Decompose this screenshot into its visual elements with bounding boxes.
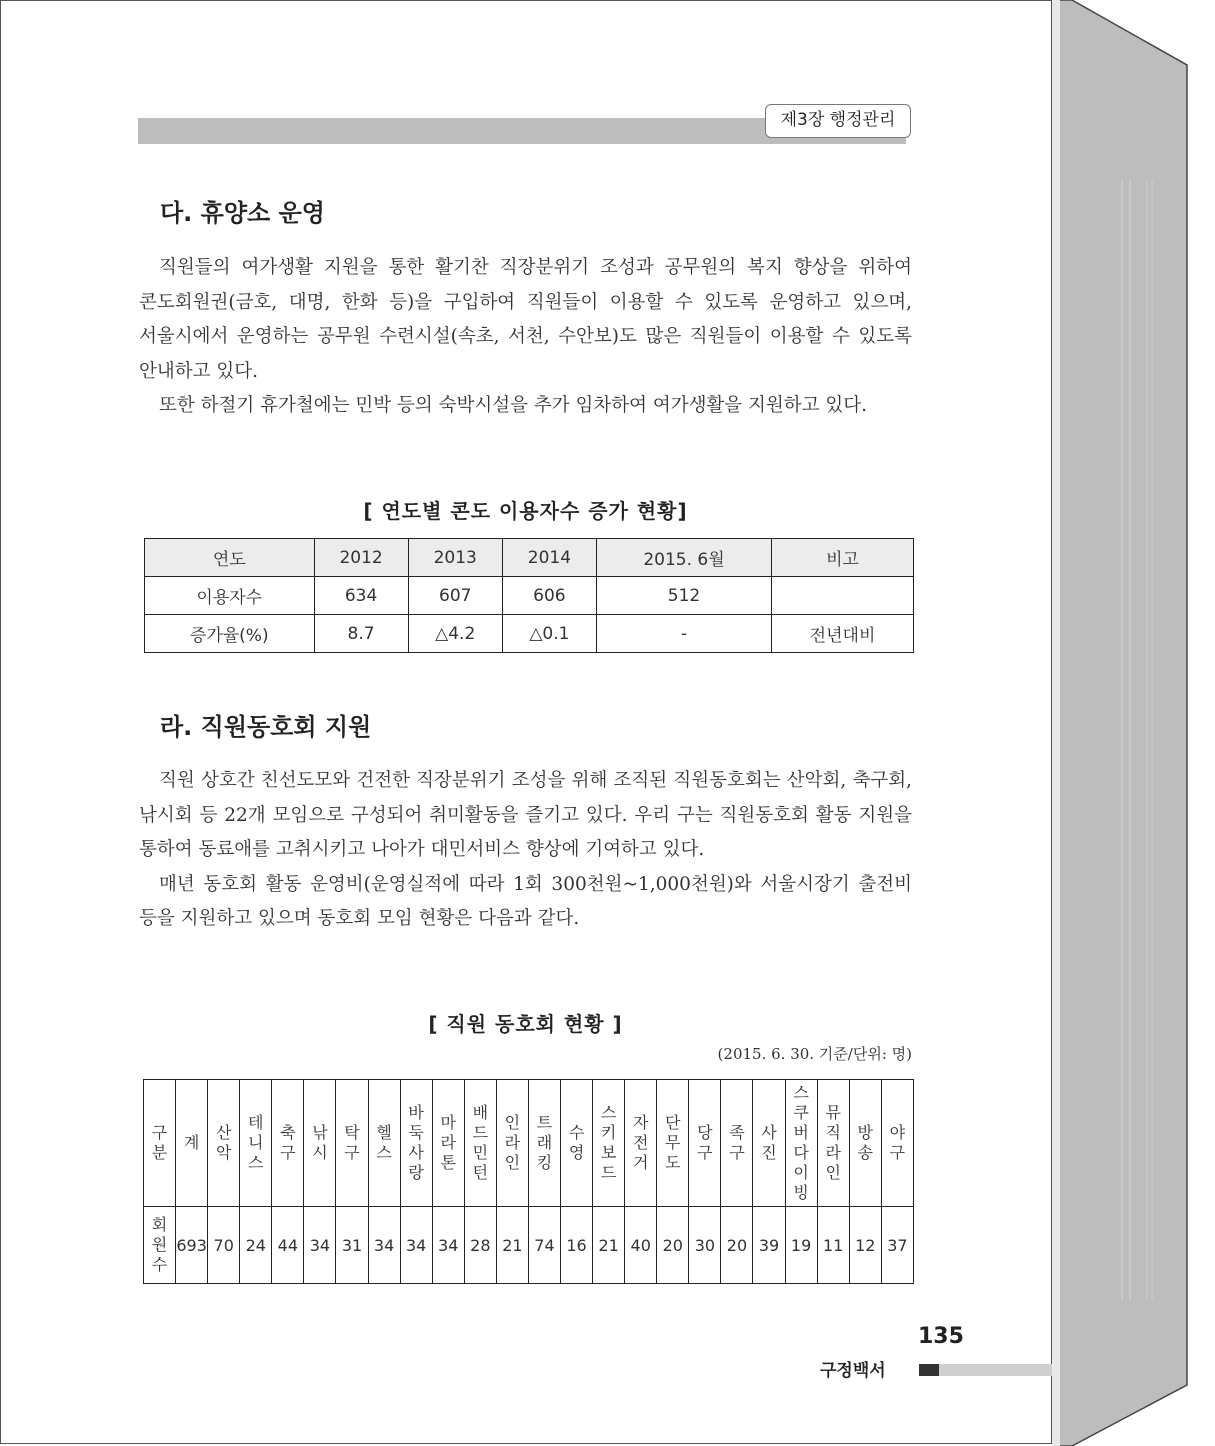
- table-cell: 40: [625, 1207, 657, 1284]
- club-header-cell: [400, 1080, 432, 1207]
- club-header-label: 산악: [215, 1123, 232, 1162]
- club-header-label: 스쿠버다이빙: [793, 1083, 809, 1202]
- table-cell: 21: [496, 1207, 528, 1284]
- club-header-label: 구분: [151, 1123, 168, 1162]
- club-header-cell: [625, 1080, 657, 1207]
- condo-table: [144, 538, 914, 653]
- club-header-cell: [240, 1080, 272, 1207]
- condo-header-cell: 연도: [145, 539, 315, 577]
- club-header-label: 계: [183, 1133, 200, 1152]
- club-header-label: 야구: [889, 1123, 906, 1162]
- table-cell: 11: [817, 1207, 849, 1284]
- row-label: 회원수: [151, 1215, 168, 1274]
- table-row: [145, 615, 914, 653]
- table-cell: 12: [849, 1207, 881, 1284]
- table-cell: 634: [314, 577, 408, 615]
- table-row: [144, 1207, 914, 1284]
- table-cell: 20: [721, 1207, 753, 1284]
- club-header-cell: [785, 1080, 817, 1207]
- table-cell: △0.1: [502, 615, 596, 653]
- club-header-cell: [432, 1080, 464, 1207]
- table-cell: 8.7: [314, 615, 408, 653]
- club-header-label: 배드민턴: [472, 1103, 489, 1182]
- club-header-label: 트래킹: [536, 1113, 553, 1172]
- club-header-cell: [144, 1080, 176, 1207]
- unit-note: (2015. 6. 30. 기준/단위: 명): [717, 1045, 912, 1063]
- footer-bar: [939, 1364, 1052, 1376]
- table-cell: 34: [432, 1207, 464, 1284]
- chapter-tag: 제3장 행정관리: [765, 104, 911, 138]
- table-cell: 512: [596, 577, 771, 615]
- club-header-label: 테니스: [248, 1113, 264, 1172]
- club-header-label: 방송: [857, 1123, 873, 1162]
- club-header-label: 축구: [280, 1123, 296, 1162]
- table-cell: 31: [336, 1207, 368, 1284]
- table-cell: 606: [502, 577, 596, 615]
- condo-header-cell: 2012: [314, 539, 408, 577]
- resort-body: [139, 251, 912, 424]
- clubs-body: [139, 764, 912, 937]
- table-cell: -: [596, 615, 771, 653]
- table-cell: 증가율(%): [145, 615, 315, 653]
- club-header-cell: [176, 1080, 208, 1207]
- table-cell: 34: [368, 1207, 400, 1284]
- table-cell: 20: [657, 1207, 689, 1284]
- club-header-label: 족구: [729, 1123, 745, 1162]
- club-header-cell: [689, 1080, 721, 1207]
- club-header-cell: [657, 1080, 689, 1207]
- club-header-label: 뮤직라인: [825, 1103, 841, 1182]
- table-cell: 이용자수: [145, 577, 315, 615]
- table-cell: 28: [464, 1207, 496, 1284]
- club-header-cell: [817, 1080, 849, 1207]
- table-cell: 607: [408, 577, 502, 615]
- table-cell: 70: [208, 1207, 240, 1284]
- club-header-cell: [464, 1080, 496, 1207]
- table-row: [145, 577, 914, 615]
- page-number: 135: [918, 1324, 964, 1349]
- table-cell: 16: [561, 1207, 593, 1284]
- table-cell: 30: [689, 1207, 721, 1284]
- club-header-label: 당구: [697, 1123, 713, 1162]
- section-title-clubs: 라. 직원동호회 지원: [160, 713, 372, 741]
- club-header-cell: [593, 1080, 625, 1207]
- club-header-label: 사진: [761, 1123, 777, 1162]
- club-header-cell: [721, 1080, 753, 1207]
- table-cell: △4.2: [408, 615, 502, 653]
- club-header-label: 인라인: [504, 1113, 521, 1172]
- table-cell: 44: [272, 1207, 304, 1284]
- table-cell: 34: [400, 1207, 432, 1284]
- table-cell: 39: [753, 1207, 785, 1284]
- condo-header-cell: 2013: [408, 539, 502, 577]
- club-header-row: [144, 1080, 914, 1207]
- condo-header-cell: 2015. 6월: [596, 539, 771, 577]
- club-header-cell: [272, 1080, 304, 1207]
- page-stack-edge: [1052, 0, 1192, 1446]
- club-header-cell: [528, 1080, 560, 1207]
- club-header-label: 탁구: [344, 1123, 360, 1162]
- condo-header-row: [145, 539, 914, 577]
- club-header-cell: [336, 1080, 368, 1207]
- clubs-paragraph-2: 매년 동호회 활동 운영비(운영실적에 따라 1회 300천원~1,000천원)와 서울시장기 출전비 등을 지원하고 있으며 동호회 모임 현황은 다음과 같다.: [139, 873, 912, 929]
- footer-block: [919, 1364, 939, 1376]
- club-header-cell: [496, 1080, 528, 1207]
- condo-header-cell: 2014: [502, 539, 596, 577]
- club-header-cell: [304, 1080, 336, 1207]
- row-label-cell: [144, 1207, 176, 1284]
- club-header-label: 바둑사랑: [408, 1103, 424, 1182]
- club-header-label: 수영: [568, 1123, 585, 1162]
- club-header-cell: [881, 1080, 913, 1207]
- resort-paragraph-2: 또한 하절기 휴가철에는 민박 등의 숙박시설을 추가 임차하여 여가생활을 지원하고 있다.: [159, 395, 868, 416]
- resort-paragraph-1: 직원들의 여가생활 지원을 통한 활기찬 직장분위기 조성과 공무원의 복지 향상을 위하여 콘도회원권(금호, 대명, 한화 등)을 구입하여 직원들이 이용할 수 있도록 운영하고 있으며, 서울시에서 운영하는 공무원 수련시설(속초, 서천, 수안보)도 많은 직원들이 이용할 수 있도록 안내하고 있다.: [139, 257, 912, 382]
- club-header-label: 헬스: [376, 1123, 392, 1162]
- clubs-paragraph-1: 직원 상호간 친선도모와 건전한 직장분위기 조성을 위해 조직된 직원동호회는 산악회, 축구회, 낚시회 등 22개 모임으로 구성되어 취미활동을 즐기고 있다. 우리 구는 직원동호회 활동 지원을 통하여 동료애를 고취시키고 나아가 대민서비스 향상에 기여하고 있다.: [139, 770, 912, 860]
- table-cell: 74: [528, 1207, 560, 1284]
- condo-header-cell: 비고: [772, 539, 914, 577]
- table-cell: 19: [785, 1207, 817, 1284]
- club-header-label: 낚시: [312, 1123, 328, 1162]
- table-cell: 24: [240, 1207, 272, 1284]
- table-cell: 37: [881, 1207, 913, 1284]
- section-title-resort: 다. 휴양소 운영: [160, 199, 325, 227]
- club-table-caption: [ 직원 동호회 현황 ]: [428, 1012, 623, 1036]
- club-header-label: 자전거: [632, 1113, 649, 1172]
- condo-table-caption: [ 연도별 콘도 이용자수 증가 현황]: [363, 499, 688, 523]
- table-cell: [772, 577, 914, 615]
- club-header-label: 스키보드: [600, 1103, 617, 1182]
- table-cell: 21: [593, 1207, 625, 1284]
- club-header-label: 단무도: [665, 1113, 681, 1172]
- club-header-cell: [753, 1080, 785, 1207]
- club-header-cell: [368, 1080, 400, 1207]
- table-cell: 34: [304, 1207, 336, 1284]
- club-header-cell: [849, 1080, 881, 1207]
- club-header-label: 마라톤: [440, 1113, 456, 1172]
- club-table: [143, 1079, 914, 1284]
- book-title: 구정백서: [820, 1361, 886, 1381]
- table-cell: 693: [176, 1207, 208, 1284]
- club-header-cell: [561, 1080, 593, 1207]
- club-header-cell: [208, 1080, 240, 1207]
- table-cell: 전년대비: [772, 615, 914, 653]
